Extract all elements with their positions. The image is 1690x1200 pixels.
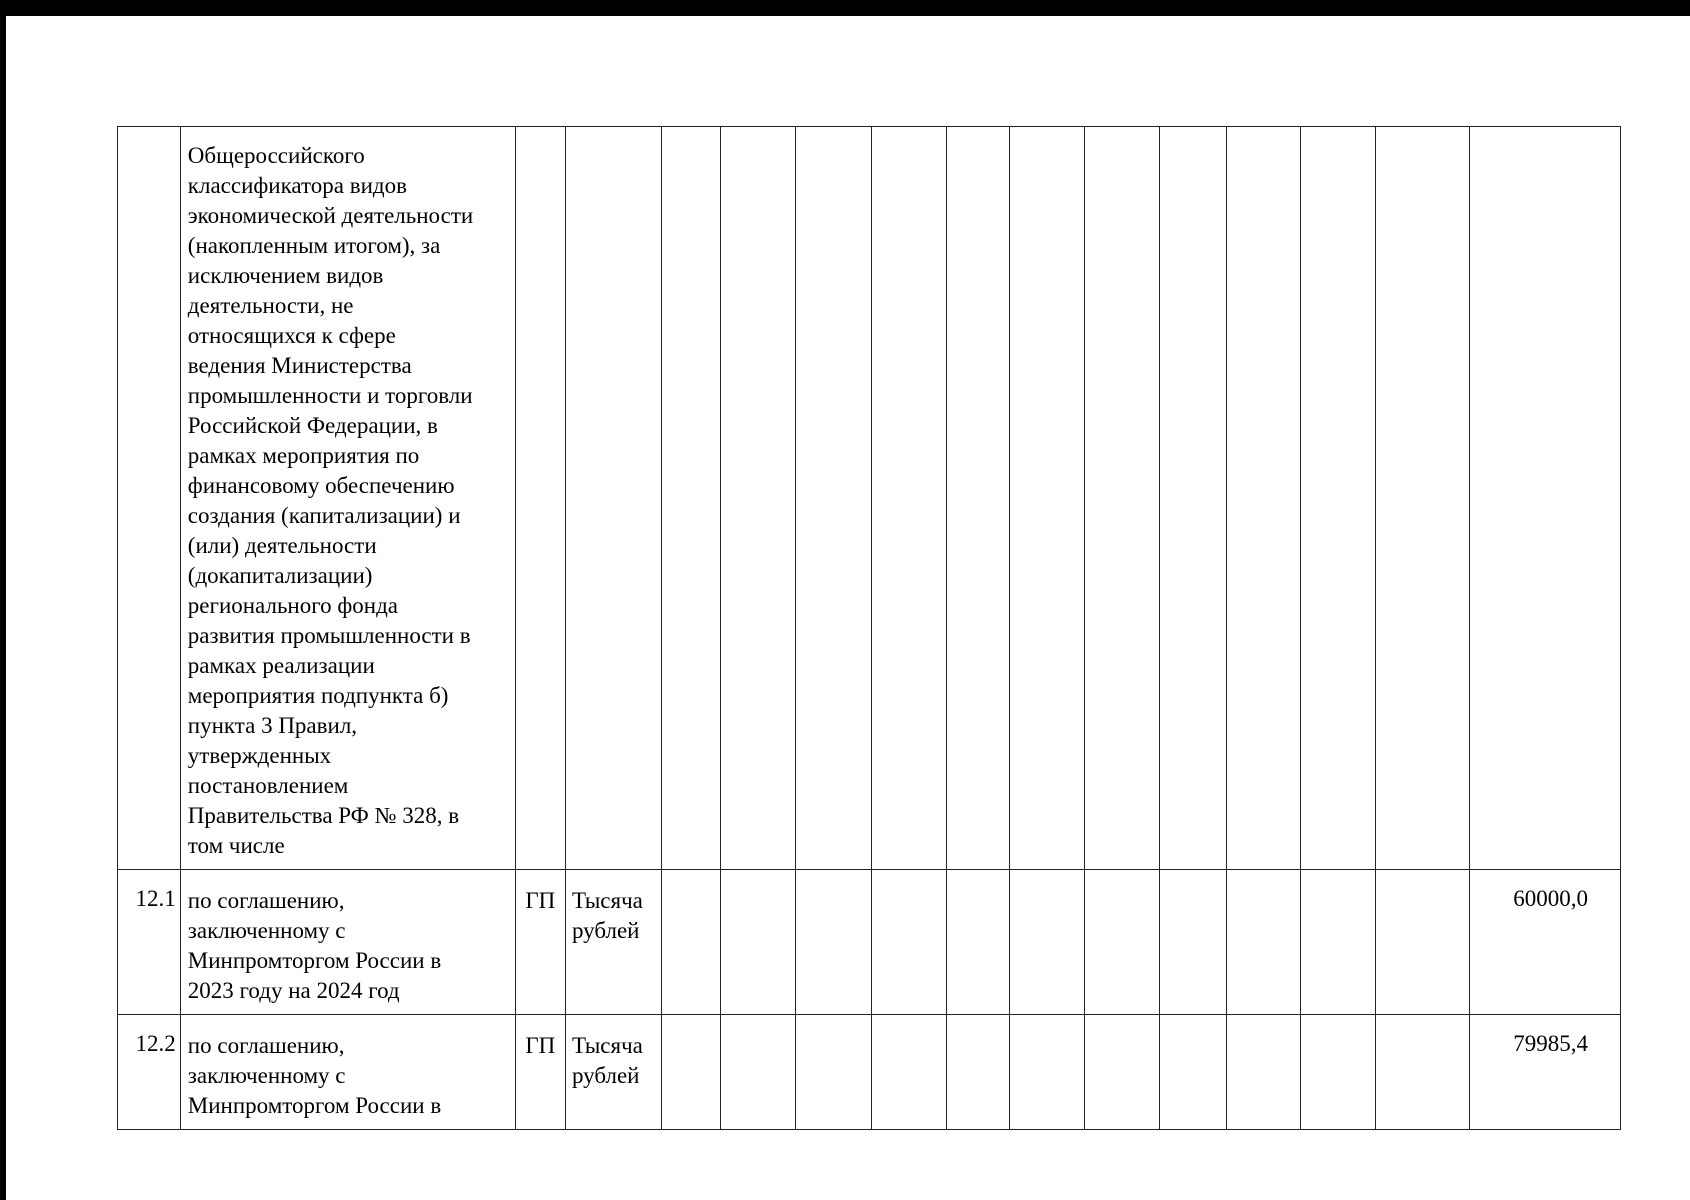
- unit-cell: [565, 127, 661, 870]
- code-cell: ГП: [515, 870, 565, 1015]
- empty-cell: [1085, 127, 1160, 870]
- scan-top-border: [0, 0, 1690, 16]
- empty-cell: [1227, 1015, 1300, 1130]
- table-row: [118, 1015, 1621, 1130]
- row-number: [118, 127, 181, 870]
- empty-cell: [1160, 1015, 1227, 1130]
- empty-cell: [720, 1015, 795, 1130]
- empty-cell: [796, 870, 871, 1015]
- empty-cell: [1300, 870, 1375, 1015]
- code-cell: ГП: [515, 1015, 565, 1130]
- empty-cell: [1085, 870, 1160, 1015]
- value-cell: 60000,0: [1470, 870, 1621, 1015]
- indicator-table: [117, 126, 1621, 1130]
- empty-cell: [946, 870, 1009, 1015]
- empty-cell: [1375, 1015, 1469, 1130]
- empty-cell: [1300, 127, 1375, 870]
- unit-cell: Тысяча рублей: [565, 870, 661, 1015]
- row-number: 12.2: [118, 1015, 181, 1130]
- row-description: Общероссийского классификатора видов экономической деятельности (накопленным итогом), за исключением видов деятельности, не относящихся к сфере ведения Министерства промышленности и торговли Российской Федерации, в рамках мероприятия по финансовому обеспечению создания (капитализации) и (или) деятельности (докапитализации) регионального фонда развития промышленности в рамках реализации мероприятия подпункта б) пункта 3 Правил, утвержденных постановлением Правительства РФ № 328, в том числе: [180, 127, 515, 870]
- row-description: по соглашению, заключенному с Минпромторгом России в: [180, 1015, 515, 1130]
- empty-cell: [720, 127, 795, 870]
- empty-cell: [796, 1015, 871, 1130]
- value-cell: [1470, 127, 1621, 870]
- empty-cell: [1375, 870, 1469, 1015]
- empty-cell: [662, 127, 721, 870]
- empty-cell: [1009, 127, 1084, 870]
- value-cell: 79985,4: [1470, 1015, 1621, 1130]
- empty-cell: [1009, 870, 1084, 1015]
- empty-cell: [720, 870, 795, 1015]
- scan-left-border: [0, 0, 6, 1200]
- row-number: 12.1: [118, 870, 181, 1015]
- table-row: [118, 870, 1621, 1015]
- empty-cell: [871, 127, 946, 870]
- code-cell: [515, 127, 565, 870]
- empty-cell: [1300, 1015, 1375, 1130]
- empty-cell: [871, 1015, 946, 1130]
- empty-cell: [871, 870, 946, 1015]
- table-row-intro: [118, 127, 1621, 870]
- empty-cell: [1160, 127, 1227, 870]
- empty-cell: [662, 870, 721, 1015]
- empty-cell: [1227, 127, 1300, 870]
- empty-cell: [946, 1015, 1009, 1130]
- empty-cell: [1375, 127, 1469, 870]
- empty-cell: [946, 127, 1009, 870]
- unit-cell: Тысяча рублей: [565, 1015, 661, 1130]
- empty-cell: [796, 127, 871, 870]
- row-description: по соглашению, заключенному с Минпромторгом России в 2023 году на 2024 год: [180, 870, 515, 1015]
- empty-cell: [662, 1015, 721, 1130]
- empty-cell: [1085, 1015, 1160, 1130]
- empty-cell: [1227, 870, 1300, 1015]
- empty-cell: [1009, 1015, 1084, 1130]
- empty-cell: [1160, 870, 1227, 1015]
